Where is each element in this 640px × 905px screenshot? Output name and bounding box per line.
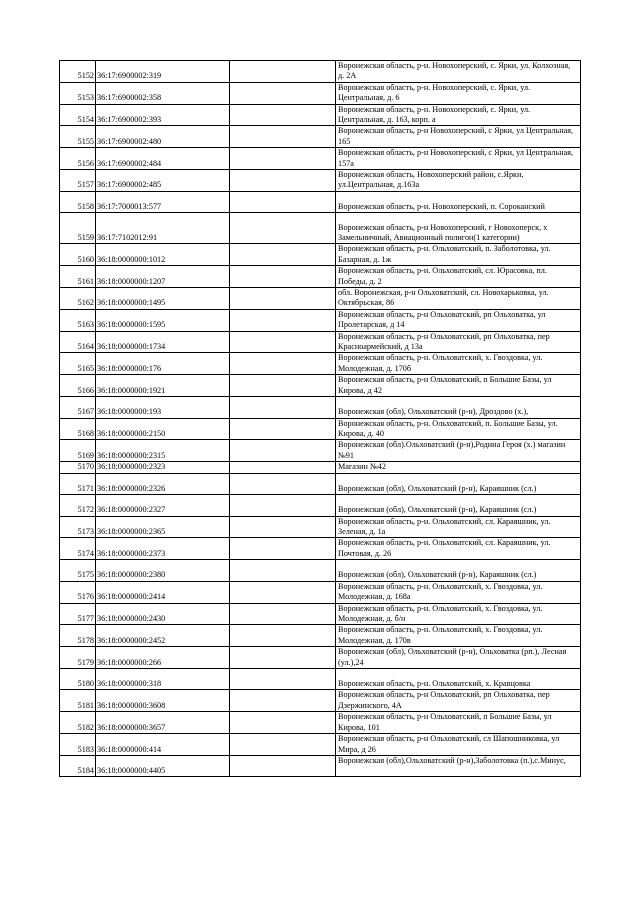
table-row bbox=[60, 170, 581, 192]
address-text: Воронежская (обл), Ольховатский (р-н), Караяшник (сл.) bbox=[338, 483, 537, 493]
empty-cell bbox=[230, 213, 336, 244]
address-text: Воронежская (обл),Ольховатский (р-н),Заболотовка (п.),с.Минус, bbox=[338, 755, 566, 765]
table-row bbox=[60, 495, 581, 517]
cadastral-number-cell: 36:18:0000000:176 bbox=[96, 353, 230, 375]
table-row bbox=[60, 266, 581, 288]
empty-cell bbox=[230, 244, 336, 266]
cadastral-number-cell: 36:18:0000000:1012 bbox=[96, 244, 230, 266]
address-text: Воронежская область, р-н. Новохоперский, с. Ярки, ул. Центральная, д. 163, корп. а bbox=[338, 104, 531, 125]
empty-cell bbox=[230, 560, 336, 582]
row-number-cell: 5159 bbox=[60, 213, 96, 244]
empty-cell bbox=[230, 668, 336, 690]
table-row bbox=[60, 126, 581, 148]
address-text: Воронежская область, р-н Ольховатский, рп Ольховатка, пер Красноармейский, д 13а bbox=[338, 331, 550, 352]
address-text: Воронежская область, р-н. Ольховатский, х. Кравцовка bbox=[338, 679, 531, 689]
table-row bbox=[60, 331, 581, 353]
address-text: Воронежская область, р-н. Новохоперский, с. Ярки, ул. Центральная, д. 6 bbox=[338, 82, 531, 103]
empty-cell bbox=[230, 353, 336, 375]
row-number-cell: 5164 bbox=[60, 331, 96, 353]
empty-cell bbox=[230, 473, 336, 495]
table-row bbox=[60, 603, 581, 625]
empty-cell bbox=[230, 126, 336, 148]
cadastral-number-cell: 36:17:7102012:91 bbox=[96, 213, 230, 244]
address-cell bbox=[336, 473, 581, 495]
address-text: Воронежская область, р-н. Новохоперский, с. Ярки, ул. Колхозная, д. 2А bbox=[338, 61, 571, 81]
table-row bbox=[60, 397, 581, 419]
address-text: Воронежская область, р-н. Новохоперский, п. Сороканский bbox=[338, 201, 545, 211]
empty-cell bbox=[230, 734, 336, 756]
empty-cell bbox=[230, 148, 336, 170]
address-text: Воронежская область, р-н Ольховатский, сл Шапошниковка, ул Мира, д 26 bbox=[338, 734, 560, 754]
address-cell bbox=[336, 538, 581, 560]
table-row bbox=[60, 213, 581, 244]
empty-cell bbox=[230, 82, 336, 104]
cadastral-number-cell: 36:18:0000000:3608 bbox=[96, 690, 230, 712]
table-row bbox=[60, 581, 581, 603]
address-cell bbox=[336, 712, 581, 734]
table-row bbox=[60, 734, 581, 756]
address-cell bbox=[336, 581, 581, 603]
empty-cell bbox=[230, 462, 336, 473]
address-text: Воронежская область, р-н. Ольховатский, х. Гвоздовка, ул. Молодежная, д. б/н bbox=[338, 603, 543, 623]
address-cell bbox=[336, 170, 581, 192]
address-cell bbox=[336, 104, 581, 126]
cadastral-number-cell: 36:18:0000000:1595 bbox=[96, 309, 230, 331]
address-text: Воронежская (обл), Ольховатский (р-н), Караяшник (сл.) bbox=[338, 570, 537, 580]
address-cell bbox=[336, 560, 581, 582]
address-cell bbox=[336, 213, 581, 244]
address-text: Воронежская (обл), Ольховатский (р-н), Ольховатка (рп.), Лесная (ул.),24 bbox=[338, 647, 567, 667]
cadastral-number-cell: 36:18:0000000:193 bbox=[96, 397, 230, 419]
empty-cell bbox=[230, 538, 336, 560]
row-number-cell: 5173 bbox=[60, 516, 96, 538]
address-text: Воронежская (обл).Ольховатский (р-н),Родина Героя (х.) магазин №91 bbox=[338, 440, 566, 460]
address-cell bbox=[336, 309, 581, 331]
address-text: Воронежская (обл), Ольховатский (р-н), Дроздово (х.), bbox=[338, 407, 529, 417]
empty-cell bbox=[230, 647, 336, 669]
address-text: Магазин №42 bbox=[338, 462, 386, 472]
address-cell bbox=[336, 495, 581, 517]
row-number-cell: 5175 bbox=[60, 560, 96, 582]
cadastral-number-cell: 36:17:7000013:577 bbox=[96, 191, 230, 213]
cadastral-number-cell: 36:18:0000000:2373 bbox=[96, 538, 230, 560]
table-row bbox=[60, 755, 581, 777]
row-number-cell: 5172 bbox=[60, 495, 96, 517]
table-row bbox=[60, 244, 581, 266]
row-number-cell: 5181 bbox=[60, 690, 96, 712]
row-number-cell: 5180 bbox=[60, 668, 96, 690]
address-text: Воронежская область, р-н. Ольховатский, х. Гвоздовка, ул. Молодежная, д. 170б bbox=[338, 353, 543, 373]
table-row bbox=[60, 418, 581, 440]
row-number-cell: 5157 bbox=[60, 170, 96, 192]
address-cell bbox=[336, 440, 581, 462]
empty-cell bbox=[230, 104, 336, 126]
address-text: Воронежская область, р-н Ольховатский, п Большие Базы, ул Кирова, д 42 bbox=[338, 375, 552, 395]
row-number-cell: 5176 bbox=[60, 581, 96, 603]
empty-cell bbox=[230, 331, 336, 353]
address-text: Воронежская область, р-н Новохоперский, с Ярки, ул Центральная, 157а bbox=[338, 148, 574, 168]
table-row bbox=[60, 625, 581, 647]
row-number-cell: 5166 bbox=[60, 375, 96, 397]
address-cell bbox=[336, 397, 581, 419]
row-number-cell: 5178 bbox=[60, 625, 96, 647]
table-row bbox=[60, 353, 581, 375]
table-row bbox=[60, 647, 581, 669]
row-number-cell: 5167 bbox=[60, 397, 96, 419]
empty-cell bbox=[230, 755, 336, 777]
row-number-cell: 5168 bbox=[60, 418, 96, 440]
cadastral-number-cell: 36:18:0000000:4405 bbox=[96, 755, 230, 777]
cadastral-number-cell: 36:18:0000000:2326 bbox=[96, 473, 230, 495]
cadastral-number-cell: 36:18:0000000:2414 bbox=[96, 581, 230, 603]
empty-cell bbox=[230, 375, 336, 397]
cadastral-number-cell: 36:18:0000000:2150 bbox=[96, 418, 230, 440]
table-row bbox=[60, 516, 581, 538]
address-text: Воронежская (обл), Ольховатский (р-н), Караяшник (сл.) bbox=[338, 505, 537, 515]
empty-cell bbox=[230, 288, 336, 310]
empty-cell bbox=[230, 495, 336, 517]
row-number-cell: 5184 bbox=[60, 755, 96, 777]
cadastral-number-cell: 36:17:6900002:480 bbox=[96, 126, 230, 148]
empty-cell bbox=[230, 397, 336, 419]
row-number-cell: 5161 bbox=[60, 266, 96, 288]
empty-cell bbox=[230, 581, 336, 603]
address-cell bbox=[336, 603, 581, 625]
address-cell bbox=[336, 353, 581, 375]
empty-cell bbox=[230, 191, 336, 213]
address-cell bbox=[336, 625, 581, 647]
table-row bbox=[60, 440, 581, 462]
table-row bbox=[60, 560, 581, 582]
address-cell bbox=[336, 82, 581, 104]
row-number-cell: 5162 bbox=[60, 288, 96, 310]
cadastral-number-cell: 36:18:0000000:2315 bbox=[96, 440, 230, 462]
address-text: Воронежская область, р-н Новохоперский, г Новохоперск, х Замельничный, Авиационный полигон(1 категории) bbox=[338, 222, 548, 242]
row-number-cell: 5163 bbox=[60, 309, 96, 331]
cadastral-number-cell: 36:17:6900002:393 bbox=[96, 104, 230, 126]
cadastral-number-cell: 36:17:6900002:319 bbox=[96, 61, 230, 83]
table-row bbox=[60, 104, 581, 126]
table-row bbox=[60, 191, 581, 213]
table-body bbox=[60, 61, 581, 777]
address-cell bbox=[336, 191, 581, 213]
row-number-cell: 5183 bbox=[60, 734, 96, 756]
empty-cell bbox=[230, 690, 336, 712]
address-cell bbox=[336, 462, 581, 473]
table-row bbox=[60, 61, 581, 83]
address-text: Воронежская область, р-н. Ольховатский, х. Гвоздовка, ул. Молодежная, д. 168а bbox=[338, 581, 543, 602]
empty-cell bbox=[230, 418, 336, 440]
cadastral-number-cell: 36:17:6900002:485 bbox=[96, 170, 230, 192]
address-cell bbox=[336, 690, 581, 712]
address-cell bbox=[336, 266, 581, 288]
address-text: Воронежская область, р-н. Ольховатский, сл. Караяшник, ул. Почтовая, д. 26 bbox=[338, 538, 551, 558]
row-number-cell: 5182 bbox=[60, 712, 96, 734]
row-number-cell: 5177 bbox=[60, 603, 96, 625]
registry-table-container bbox=[59, 60, 581, 777]
table-row bbox=[60, 668, 581, 690]
table-row bbox=[60, 712, 581, 734]
address-text: Воронежская область, р-н Ольховатский, п Большие Базы, ул Кирова, 101 bbox=[338, 712, 552, 732]
row-number-cell: 5179 bbox=[60, 647, 96, 669]
address-cell bbox=[336, 755, 581, 777]
cadastral-number-cell: 36:17:6900002:358 bbox=[96, 82, 230, 104]
address-cell bbox=[336, 734, 581, 756]
cadastral-number-cell: 36:18:0000000:2327 bbox=[96, 495, 230, 517]
row-number-cell: 5156 bbox=[60, 148, 96, 170]
cadastral-number-cell: 36:18:0000000:2380 bbox=[96, 560, 230, 582]
cadastral-number-cell: 36:18:0000000:3657 bbox=[96, 712, 230, 734]
address-cell bbox=[336, 148, 581, 170]
cadastral-number-cell: 36:18:0000000:1207 bbox=[96, 266, 230, 288]
address-cell bbox=[336, 331, 581, 353]
empty-cell bbox=[230, 712, 336, 734]
address-cell bbox=[336, 668, 581, 690]
address-text: Воронежская область, р-н. Ольховатский, сл. Караяшник, ул. Зеленая, д. 1а bbox=[338, 516, 551, 536]
cadastral-number-cell: 36:18:0000000:1495 bbox=[96, 288, 230, 310]
empty-cell bbox=[230, 170, 336, 192]
address-text: обл. Воронежская, р-н Ольховатский, сл. Новохарьковка, ул. Октябрьская, 86 bbox=[338, 288, 549, 308]
table-row bbox=[60, 473, 581, 495]
table-row bbox=[60, 148, 581, 170]
empty-cell bbox=[230, 309, 336, 331]
table-row bbox=[60, 82, 581, 104]
cadastral-number-cell: 36:18:0000000:318 bbox=[96, 668, 230, 690]
cadastral-number-cell: 36:18:0000000:2430 bbox=[96, 603, 230, 625]
table-row bbox=[60, 538, 581, 560]
cadastral-number-cell: 36:18:0000000:2452 bbox=[96, 625, 230, 647]
row-number-cell: 5170 bbox=[60, 462, 96, 473]
cadastral-number-cell: 36:18:0000000:1921 bbox=[96, 375, 230, 397]
cadastral-number-cell: 36:18:0000000:2365 bbox=[96, 516, 230, 538]
table-row bbox=[60, 288, 581, 310]
address-text: Воронежская область, р-н. Ольховатский, х. Гвоздовка, ул. Молодежная, д. 170в bbox=[338, 625, 543, 645]
row-number-cell: 5153 bbox=[60, 82, 96, 104]
address-text: Воронежская область, р-н. Ольховатский, сл. Юрасовка, пл. Победы, д. 2 bbox=[338, 266, 547, 286]
row-number-cell: 5158 bbox=[60, 191, 96, 213]
row-number-cell: 5174 bbox=[60, 538, 96, 560]
empty-cell bbox=[230, 266, 336, 288]
address-text: Воронежская область, р-н Новохоперский, с Ярки, ул Центральная, 165 bbox=[338, 126, 574, 146]
table-row bbox=[60, 375, 581, 397]
cadastral-number-cell: 36:18:0000000:266 bbox=[96, 647, 230, 669]
address-text: Воронежская область, Новохоперский район, с.Ярки, ул.Центральная, д.163а bbox=[338, 170, 524, 190]
address-cell bbox=[336, 647, 581, 669]
row-number-cell: 5152 bbox=[60, 61, 96, 83]
address-text: Воронежская область, р-н. Ольховатский, п. Большие Базы, ул. Кирова, д. 40 bbox=[338, 418, 558, 438]
address-text: Воронежская область, р-н Ольховатский, рп Ольховатка, пер Дзержинского, 4А bbox=[338, 690, 550, 710]
empty-cell bbox=[230, 603, 336, 625]
address-cell bbox=[336, 61, 581, 83]
cadastral-number-cell: 36:18:0000000:414 bbox=[96, 734, 230, 756]
row-number-cell: 5165 bbox=[60, 353, 96, 375]
empty-cell bbox=[230, 440, 336, 462]
cadastral-registry-table bbox=[59, 60, 581, 777]
cadastral-number-cell: 36:18:0000000:1734 bbox=[96, 331, 230, 353]
empty-cell bbox=[230, 625, 336, 647]
cadastral-number-cell: 36:17:6900002:484 bbox=[96, 148, 230, 170]
address-cell bbox=[336, 244, 581, 266]
address-text: Воронежская область, р-н Ольховатский, рп Ольховатка, ул Пролетарская, д 14 bbox=[338, 309, 546, 330]
address-cell bbox=[336, 375, 581, 397]
address-cell bbox=[336, 516, 581, 538]
row-number-cell: 5154 bbox=[60, 104, 96, 126]
address-text: Воронежская область, р-н. Ольховатский, п. Заболотовка, ул. Базарная, д. 1ж bbox=[338, 244, 551, 264]
table-row bbox=[60, 309, 581, 331]
address-cell bbox=[336, 288, 581, 310]
row-number-cell: 5171 bbox=[60, 473, 96, 495]
row-number-cell: 5160 bbox=[60, 244, 96, 266]
row-number-cell: 5155 bbox=[60, 126, 96, 148]
empty-cell bbox=[230, 61, 336, 83]
cadastral-number-cell: 36:18:0000000:2323 bbox=[96, 462, 230, 473]
row-number-cell: 5169 bbox=[60, 440, 96, 462]
address-cell bbox=[336, 126, 581, 148]
table-row bbox=[60, 462, 581, 473]
table-row bbox=[60, 690, 581, 712]
empty-cell bbox=[230, 516, 336, 538]
address-cell bbox=[336, 418, 581, 440]
